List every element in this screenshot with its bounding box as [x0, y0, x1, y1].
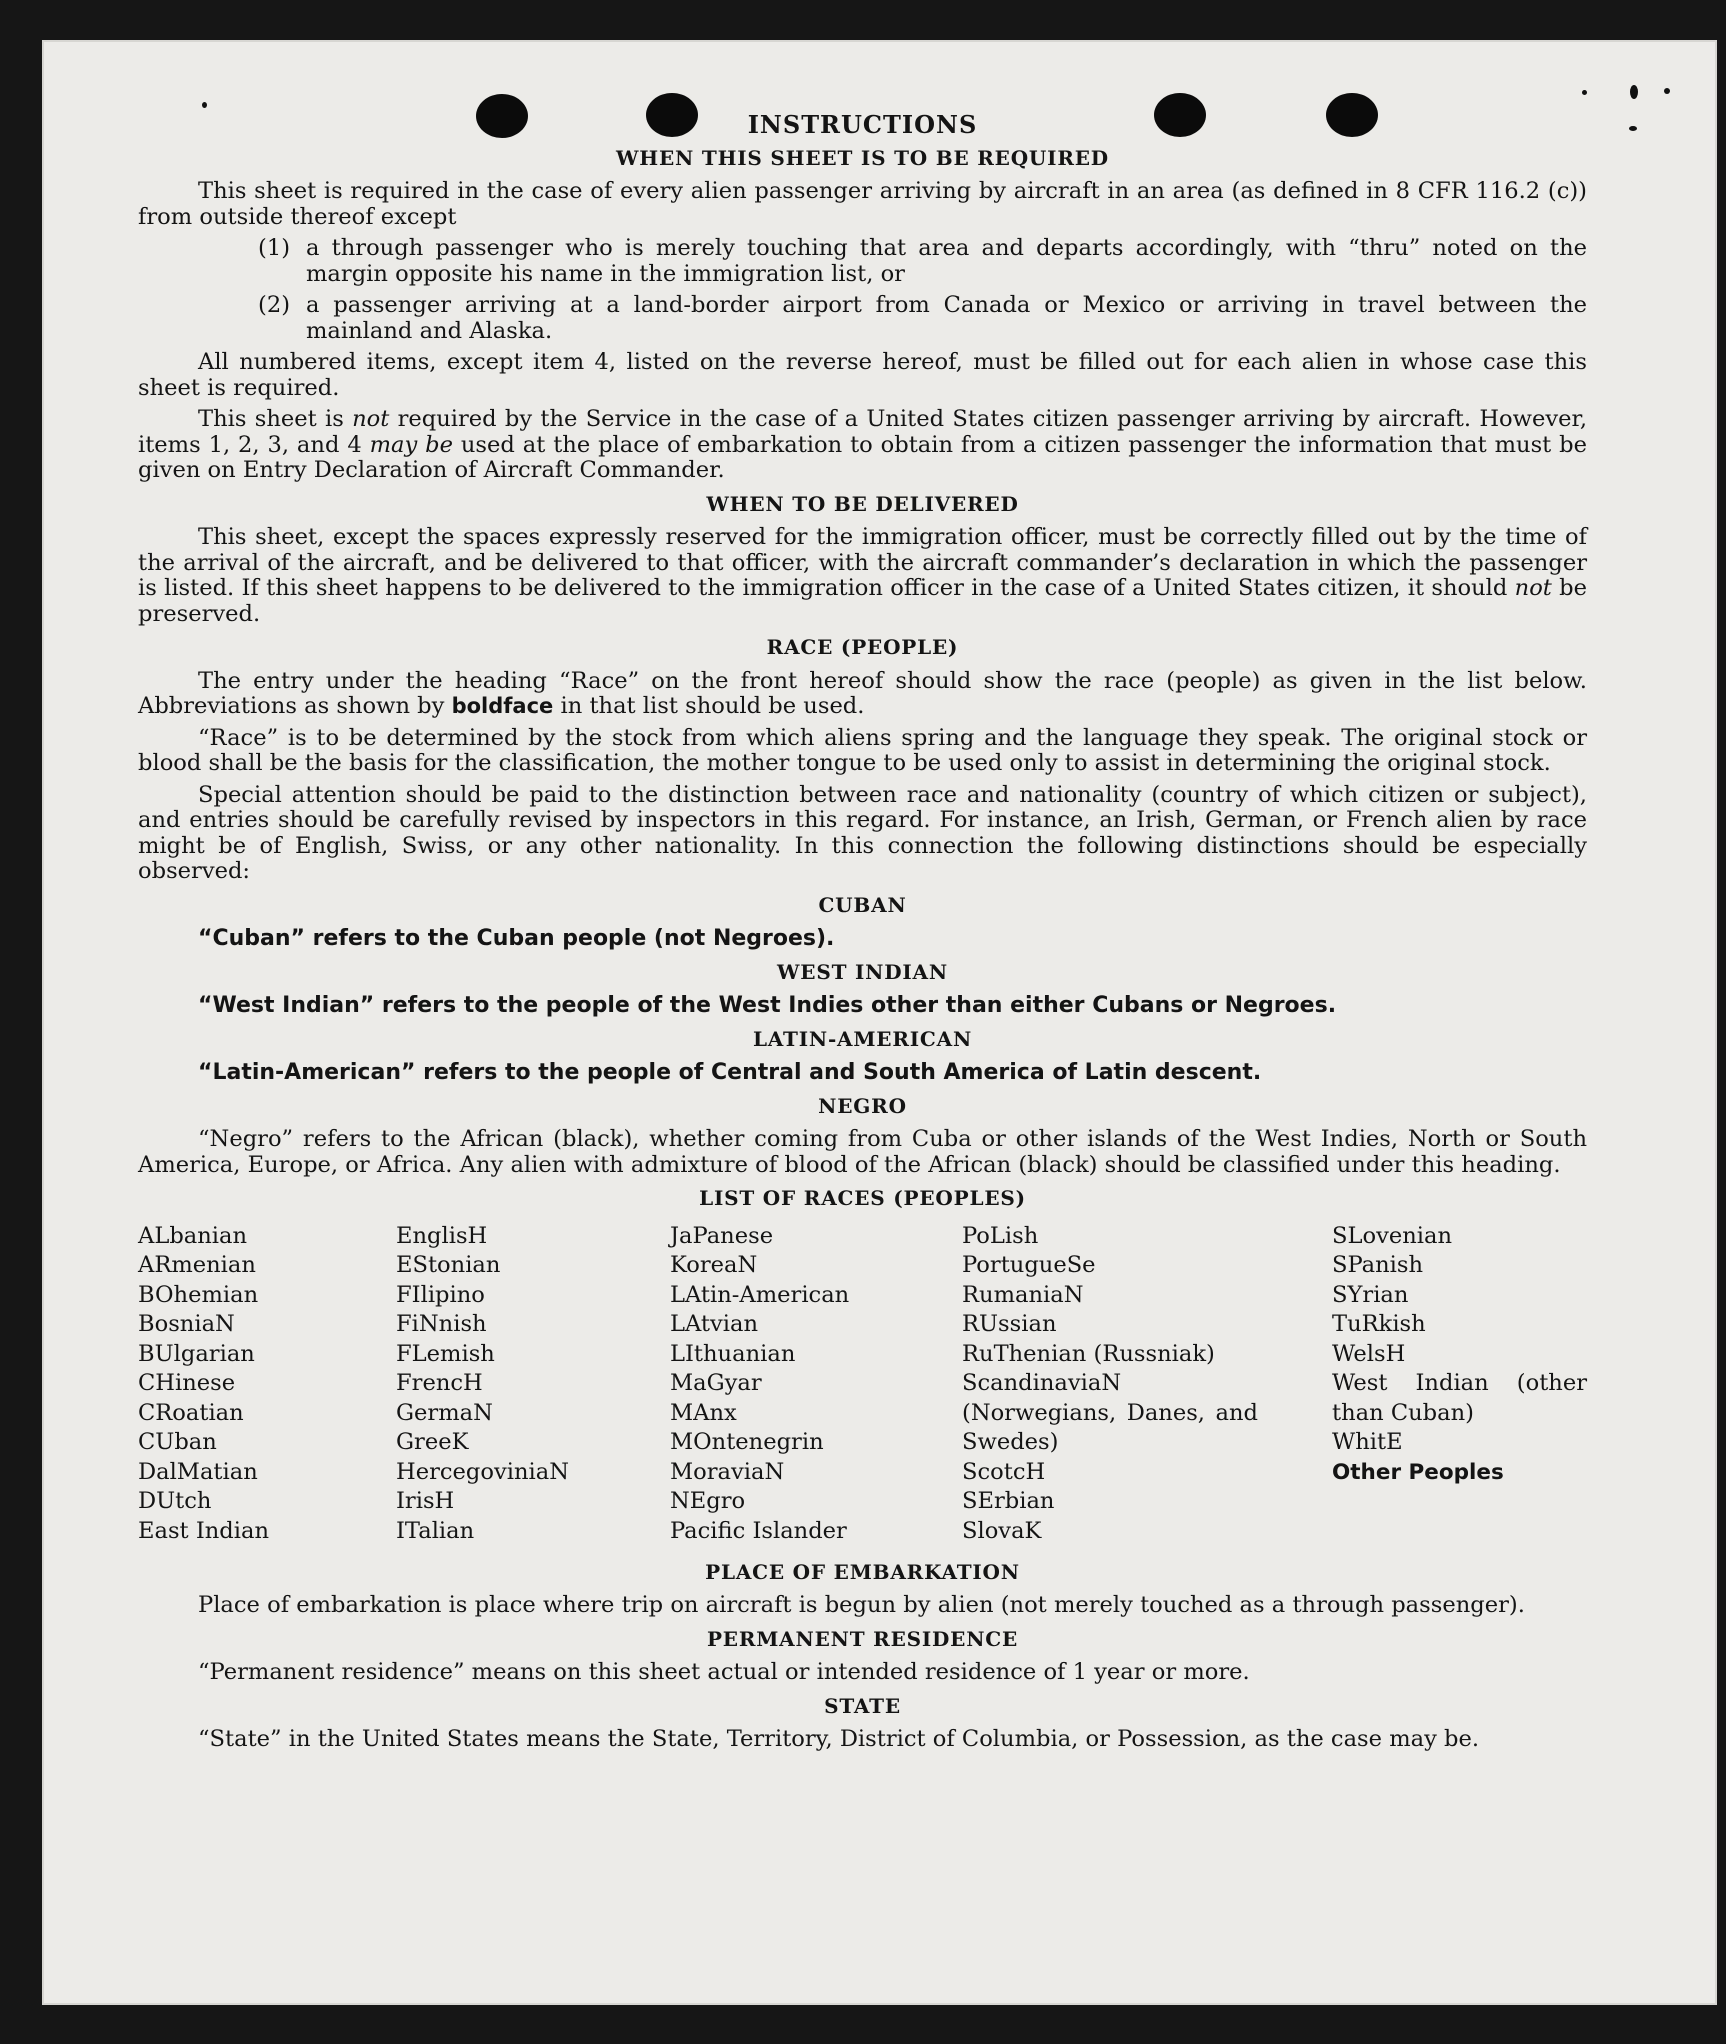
race-list-item: KoreaN [670, 1252, 758, 1278]
section-heading-negro: NEGRO [818, 1093, 907, 1118]
race-list-item: NEgro [670, 1488, 746, 1514]
race-column [1332, 1222, 1587, 1488]
instructions-body [138, 112, 1587, 1759]
race-list-item: Pacific Islander [670, 1517, 847, 1544]
race-list-item: RUssian [962, 1311, 1057, 1337]
race-list-item: ITalian [396, 1517, 475, 1544]
race-column [138, 1222, 368, 1547]
race-column [670, 1222, 920, 1547]
document-page [42, 40, 1717, 2005]
race-list-item: East Indian [138, 1517, 270, 1544]
race-list-item: West Indian (other than Cuban) [1332, 1370, 1587, 1426]
section-heading-when-required: WHEN THIS SHEET IS TO BE REQUIRED [616, 145, 1109, 170]
race-list-item: MOntenegrin [670, 1429, 824, 1455]
race-list-item: HercegoviniaN [396, 1458, 569, 1485]
paragraph: “Permanent residence” means on this sheet actual or intended residence of 1 year or more. [198, 1659, 1250, 1685]
race-list-item: EnglisH [396, 1222, 488, 1249]
speck [1664, 88, 1670, 94]
race-list-item: ALbanian [138, 1222, 248, 1249]
race-list-item: MoraviaN [670, 1458, 785, 1485]
section-heading-embarkation: PLACE OF EMBARKATION [705, 1559, 1020, 1584]
paragraph: Place of embarkation is place where trip on aircraft is begun by alien (not merely touched as a through passenger). [198, 1592, 1525, 1618]
race-list-item: DUtch [138, 1488, 212, 1514]
race-list-item: MAnx [670, 1399, 737, 1426]
race-list-item: GermaN [396, 1399, 493, 1426]
race-list-item: DalMatian [138, 1458, 258, 1485]
section-heading-list-of-races: LIST OF RACES (PEOPLES) [699, 1186, 1026, 1210]
race-list-item: BOhemian [138, 1281, 259, 1308]
race-list-item: SlovaK [962, 1517, 1042, 1544]
speck [1630, 85, 1638, 99]
race-list-item: BUlgarian [138, 1340, 255, 1367]
race-list-item: MaGyar [670, 1370, 762, 1396]
page-title: INSTRUCTIONS [747, 110, 978, 139]
section-heading-when-delivered: WHEN TO BE DELIVERED [706, 491, 1019, 516]
race-list-item: SErbian [962, 1488, 1055, 1514]
race-list-item: LAtin-American [670, 1281, 850, 1308]
race-list-item: FrencH [396, 1370, 483, 1396]
race-list-item: CUban [138, 1429, 217, 1455]
exception-item [258, 293, 1587, 344]
race-list-item: LAtvian [670, 1311, 759, 1337]
race-list-item: PoLish [962, 1222, 1039, 1249]
race-list-item: SYrian [1332, 1281, 1409, 1308]
exception-item [258, 236, 1587, 287]
paragraph: All numbered items, except item 4, listed on the reverse hereof, must be filled out for each alien in whose case this sheet is required. [138, 349, 1587, 401]
paragraph: This sheet, except the spaces expressly reserved for the immigration officer, must be correctly filled out by the time of the arrival of the aircraft, and be delivered to that officer, with the aircraft commander’s declaration in which the passenger is listed. If this sheet happens to be delivered to the immigration officer in the case of a United States citizen, it should not be preserved. [138, 524, 1587, 627]
race-list-item: EStonian [396, 1252, 501, 1278]
race-column [962, 1222, 1258, 1547]
item-number: (2) [258, 292, 291, 318]
speck [1582, 90, 1587, 95]
section-heading-residence: PERMANENT RESIDENCE [706, 1626, 1019, 1651]
race-list-item: ScotcH [962, 1458, 1046, 1485]
definition-latin-american: “Latin-American” refers to the people of Central and South America of Latin descent. [198, 1060, 1262, 1085]
race-list-item: FIlipino [396, 1281, 485, 1308]
paragraph: “State” in the United States means the State, Territory, District of Columbia, or Possession, as the case may be. [198, 1726, 1480, 1752]
race-list-item: BosniaN [138, 1311, 235, 1337]
paragraph: This sheet is not required by the Service in the case of a United States citizen passenger arriving by aircraft. However, items 1, 2, 3, and 4 may be used at the place of embarkation to obtain from a citizen passenger the information that must be given on Entry Declaration of Aircraft Commander. [138, 406, 1588, 483]
item-number: (1) [258, 235, 291, 261]
race-list-item: FiNnish [396, 1311, 487, 1337]
race-list [138, 1222, 1587, 1552]
section-heading-latin-american: LATIN-AMERICAN [752, 1026, 973, 1051]
race-list-item: RumaniaN [962, 1281, 1084, 1308]
item-text: a passenger arriving at a land-border airport from Canada or Mexico or arriving in travel between the mainland and Alaska. [306, 292, 1587, 344]
paragraph: The entry under the heading “Race” on the front hereof should show the race (people) as given in the list below. Abbreviations as shown by boldface in that list should be used. [138, 667, 1587, 719]
race-list-item: GreeK [396, 1429, 469, 1455]
section-heading-state: STATE [824, 1693, 901, 1718]
race-list-item: ARmenian [138, 1252, 256, 1278]
section-heading-west-indian: WEST INDIAN [777, 959, 948, 984]
race-list-item: LIthuanian [670, 1340, 796, 1367]
race-list-item: RuThenian (Russniak) [962, 1340, 1215, 1367]
item-text: a through passenger who is merely touching that area and departs accordingly, with “thru” noted on the margin opposite his name in the immigration list, or [306, 235, 1587, 287]
paragraph: This sheet is required in the case of every alien passenger arriving by aircraft in an area (as defined in 8 CFR 116.2 (c)) from outside thereof except [138, 178, 1587, 230]
race-list-item: CHinese [138, 1370, 236, 1396]
race-list-item: CRoatian [138, 1399, 244, 1426]
race-list-item: WhitE [1332, 1429, 1403, 1455]
race-list-item: JaPanese [670, 1222, 774, 1249]
section-heading-race: RACE (PEOPLE) [766, 635, 959, 659]
definition-west-indian: “West Indian” refers to the people of the West Indies other than either Cubans or Negroes. [198, 993, 1337, 1018]
race-list-item: SLovenian [1332, 1222, 1453, 1249]
definition-cuban: “Cuban” refers to the Cuban people (not Negroes). [198, 926, 835, 951]
race-column [396, 1222, 626, 1547]
paragraph: “Race” is to be determined by the stock from which aliens spring and the language they speak. The original stock or blood shall be the basis for the classification, the mother tongue to be used only to assist in determining the original stock. [138, 724, 1587, 776]
race-list-item: PortugueSe [962, 1252, 1096, 1278]
definition-negro: “Negro” refers to the African (black), whether coming from Cuba or other islands of the West Indies, North or South America, Europe, or Africa. Any alien with admixture of blood of the African (black) should be classified under this heading. [138, 1126, 1587, 1178]
race-list-item: ScandinaviaN (Norwegians, Danes, and Swedes) [962, 1370, 1258, 1455]
race-list-item: SPanish [1332, 1252, 1424, 1278]
speck [1629, 126, 1637, 131]
race-list-item: WelsH [1332, 1340, 1406, 1367]
section-heading-cuban: CUBAN [818, 892, 907, 917]
race-list-item: FLemish [396, 1340, 495, 1367]
paragraph: Special attention should be paid to the distinction between race and nationality (country of which citizen or subject), and entries should be carefully revised by inspectors in this regard. For instance, an Irish, German, or French alien by race might be of English, Swiss, or any other nationality. In this connection the following distinctions should be especially observed: [138, 781, 1587, 884]
speck [202, 102, 207, 108]
race-list-item: TuRkish [1332, 1311, 1426, 1337]
race-list-item: Other Peoples [1332, 1459, 1504, 1485]
race-list-item: IrisH [396, 1488, 455, 1514]
